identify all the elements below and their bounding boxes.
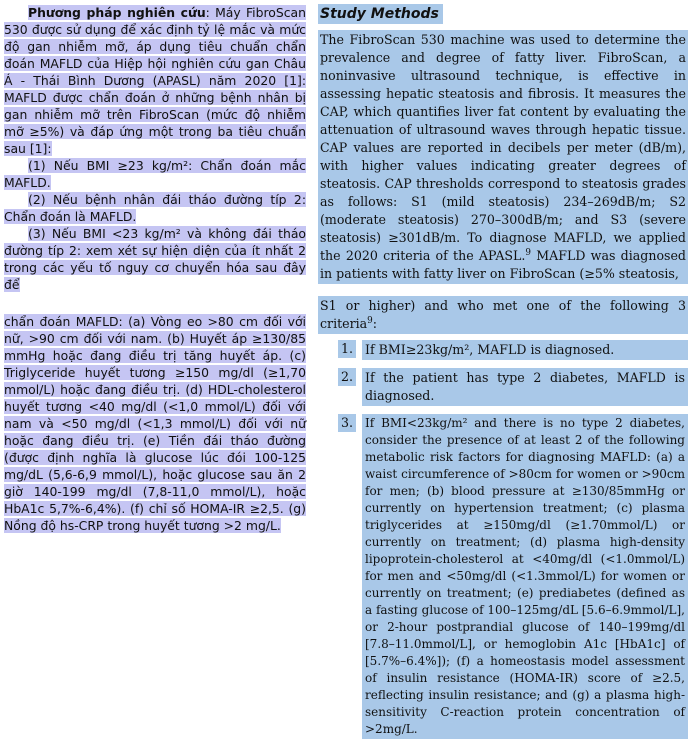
vn-methods-paragraph bbox=[4, 4, 306, 157]
english-column bbox=[318, 4, 688, 747]
vn-criterion-2: (2) Nếu bệnh nhân đái tháo đường típ 2: Chẩn đoán là MAFLD. bbox=[4, 192, 306, 224]
vn-intro-text: : Máy FibroScan 530 được sử dụng để xác định tỷ lệ mắc và mức độ gan nhiễm mỡ, áp dụng tiêu chuẩn chẩn đoán MAFLD của Hiệp hội nghiên cứu gan Châu Á - Thái Bình Dương (APASL) năm 2020 [1]: MAFLD được chẩn đoán ở những bệnh nhân bị gan nhiễm mỡ trên FibroScan (mức độ nhiễm mỡ ≥5%) và đáp ứng một trong ba tiêu chuẩn sau [1]: bbox=[4, 5, 306, 156]
vn-heading: Phương pháp nghiên cứu bbox=[28, 5, 206, 20]
list-item bbox=[318, 368, 688, 406]
vn-risk-factors-paragraph: chẩn đoán MAFLD: (a) Vòng eo >80 cm đối với nữ, >90 cm đối với nam. (b) Huyết áp ≥130/85 mmHg hoặc đang điều trị tăng huyết áp. (c) Triglyceride huyết tương ≥150 mg/dl (≥1,70 mmol/L) hoặc đang điều trị. (d) HDL-cholesterol huyết tương <40 mg/dl (<1,0 mmol/L) đối với nam và <50 mg/dl (<1,3 mmol/L) đối với nữ hoặc đang điều trị. (e) Tiền đái tháo đường (được định nghĩa là glucose lúc đói 100-125 mg/dL (5,6-6,9 mmol/L), hoặc glucose sau ăn 2 giờ 140-199 mg/dl (7,8-11,0 mmol/L), hoặc HbA1c 5,7%-6,4%). (f) chỉ số HOMA-IR ≥2,5. (g) Nồng độ hs-CRP trong huyết tương >2 mg/L. bbox=[4, 314, 306, 533]
en-heading: Study Methods bbox=[318, 4, 443, 24]
en-criteria-list bbox=[318, 340, 688, 739]
vietnamese-column bbox=[4, 4, 306, 534]
list-text: If BMI≥23kg/m², MAFLD is diagnosed. bbox=[362, 340, 688, 360]
citation-9: 9 bbox=[525, 247, 532, 258]
list-number: 1. bbox=[338, 340, 356, 358]
en-criteria-intro: S1 or higher) and who met one of the following 3 criteria$^9$: bbox=[318, 296, 688, 334]
vn-criterion-1: (1) Nếu BMI ≥23 kg/m²: Chẩn đoán mắc MAFLD. bbox=[4, 158, 306, 190]
list-item bbox=[318, 414, 688, 739]
vn-criterion-3: (3) Nếu BMI <23 kg/m² và không đái tháo đường típ 2: xem xét sự hiện diện của ít nhất 2 trong các yếu tố nguy cơ chuyển hóa sau đây để bbox=[4, 226, 306, 292]
en-methods-paragraph: The FibroScan 530 machine was used to determine the prevalence and degree of fatty liver. FibroScan, a noninvasive ultrasound technique, is effective in assessing hepatic steatosis and fibrosis. It measures the CAP, which quantifies liver fat content by evaluating the attenuation of ultrasound waves through hepatic tissue. CAP values are reported in decibels per meter (dB/m), with higher values indicating greater degrees of steatosis. CAP thresholds correspond to steatosis grades as follows: S1 (mild steatosis) 234–269dB/m; S2 (moderate steatosis) 270–300dB/m; and S3 (severe steatosis) ≥301dB/m. To diagnose MAFLD, we applied the 2020 criteria of the APASL.$^9$ MAFLD was diagnosed in patients with fatty liver on FibroScan (≥5% steatosis, bbox=[318, 30, 688, 284]
citation-9: 9 bbox=[367, 315, 373, 326]
list-text: If the patient has type 2 diabetes, MAFLD is diagnosed. bbox=[362, 368, 688, 406]
list-number: 2. bbox=[338, 368, 356, 386]
list-item bbox=[318, 340, 688, 360]
list-text: If BMI<23kg/m² and there is no type 2 diabetes, consider the presence of at least 2 of the following metabolic risk factors for diagnosing MAFLD: (a) a waist circumference of >80cm for women or >90cm for men; (b) blood pressure at ≥130/85mmHg or currently on hypertension treatment; (c) plasma triglycerides at ≥150mg/dl (≥1.70mmol/L) or currently on treatment; (d) plasma high-density lipoprotein-cholesterol at <40mg/dl (<1.0mmol/L) for men and <50mg/dl (<1.3mmol/L) for women or currently on treatment; (e) prediabetes (defined as a fasting glucose of 100–125mg/dL [5.6–6.9mmol/L], or 2-hour postprandial glucose of 140–199mg/dl [7.8–11.0mmol/L], or hemoglobin A1c [HbA1c] of [5.7%–6.4%]); (f) a homeostasis model assessment of insulin resistance (HOMA-IR) score of ≥2.5, reflecting insulin resistance; and (g) a plasma high-sensitivity C-reaction protein concentration of >2mg/L. bbox=[362, 414, 688, 739]
list-number: 3. bbox=[338, 414, 356, 432]
